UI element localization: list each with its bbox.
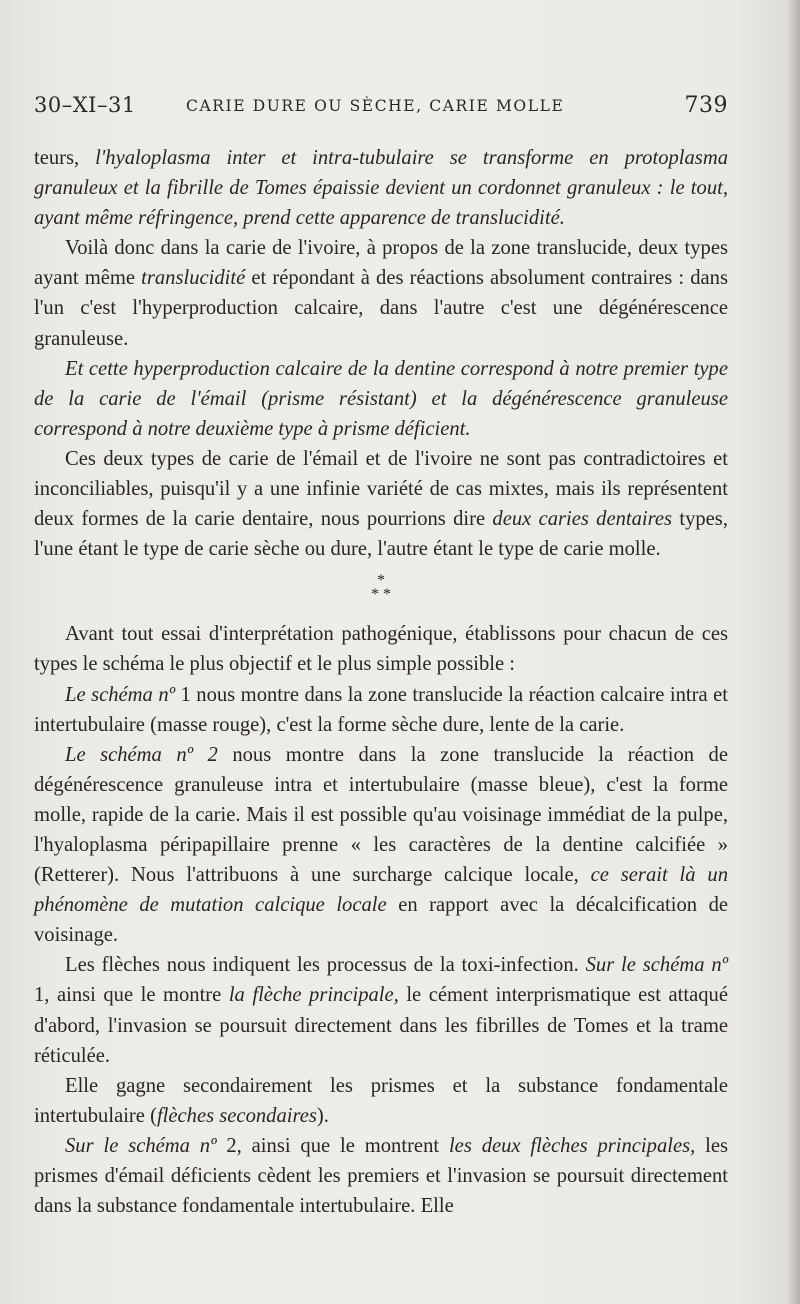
paragraph [34,444,728,564]
section-separator-asterism [34,564,728,619]
text-run: nous montre dans la zone translucide la réaction de dégénérescence granuleuse intra et intertubulaire (masse bleue), c'est la forme molle, rapide de la carie. Mais il est possible qu'au voisinage immédiat de la pulpe, l'hyaloplasma péripapillaire prenne « les caractères de la dentine calcifiée » (Retterer). Nous l'attribuons à une surcharge calcique locale, [34,743,728,887]
paragraph [34,1071,728,1131]
text-run: types, l'une étant le type de carie sèche ou dure, l'autre étant le type de carie molle. [34,508,728,561]
italic-text-run: l'hyaloplasma inter et intra-tubulaire se transforme en protoplasma granuleux et la fibrille de Tomes épaissie devient un cordonnet granuleux : le tout, ayant même réfringence, prend cette apparence de translucidité. [34,147,728,230]
italic-text-run: translucidité [141,267,246,290]
italic-text-run: Sur le schéma nº [585,954,729,977]
asterism-line: * [377,572,385,590]
italic-text-run: ce serait là un phénomène de mutation calcique locale [34,864,728,917]
text-run: les prismes d'émail déficients cèdent les premiers et l'invasion se poursuit directement dans la substance fondamentale intertubulaire. Elle [34,1134,729,1218]
italic-text-run: la flèche principale, [228,984,399,1007]
paragraph [34,950,728,1070]
paragraph [34,680,728,740]
italic-text-run: deux caries dentaires [492,508,673,531]
text-run: 1, ainsi que le montre [34,984,229,1007]
text-run: Les flèches nous indiquent les processus de la toxi-infection. [65,954,586,977]
running-header [34,93,728,129]
text-run: le cément interprismatique est attaqué d'abord, l'invasion se poursuit directement dans les fibrilles de Tomes et la trame réticulée. [34,984,728,1067]
italic-text-run: Le schéma nº [65,683,176,706]
text-run: Ces deux types de carie de l'émail et de l'ivoire ne sont pas contradictoires et inconciliables, puisqu'il y a une infinie variété de cas mixtes, mais ils représentent deux formes de la carie dentaire, nous pourrions dire [34,447,728,531]
text-run: teurs, [34,147,96,169]
italic-text-run: Sur le schéma nº [65,1134,217,1157]
italic-text-run: les deux flèches principales, [448,1134,696,1157]
text-run: 1 nous montre dans la zone translucide la réaction calcaire intra et intertubulaire (masse rouge), c'est la forme sèche dure, lente de la carie. [34,683,728,736]
paragraph [34,354,728,444]
italic-text-run: Le schéma nº 2 [65,743,218,766]
paragraph [34,740,728,951]
page-number: 739 [684,93,728,118]
italic-text-run: flèches secondaires [156,1104,317,1127]
text-run: Avant tout essai d'interprétation pathogénique, établissons pour chacun de ces types le schéma le plus objectif et le plus simple possible : [34,623,728,676]
text-run: en rapport avec la décalcification de voisinage. [34,894,729,947]
header-date-code: 30–XI–31 [34,93,136,117]
paragraph [34,233,728,353]
text-run: ). [316,1104,329,1127]
text-run: 2, ainsi que le montrent [216,1134,449,1157]
paragraph [34,1131,728,1221]
text-run: Voilà donc dans la carie de l'ivoire, à propos de la zone translucide, deux types ayant même [34,237,728,290]
page-body-text [34,143,728,1221]
asterism-line: * * [371,586,391,604]
running-title: CARIE DURE OU SÈCHE, CARIE MOLLE [186,97,565,115]
page-edge-shadow [786,0,800,1304]
paragraph [34,619,728,679]
paragraph [34,143,728,233]
text-run: et répondant à des réactions absolument contraires : dans l'un c'est l'hyperproduction calcaire, dans l'autre c'est une dégénérescence granuleuse. [34,267,728,350]
italic-text-run: Et cette hyperproduction calcaire de la dentine correspond à notre premier type de la carie de l'émail (prisme résistant) et la dégénérescence granuleuse correspond à notre deuxième type à prisme déficient. [34,357,728,440]
text-run: Elle gagne secondairement les prismes et la substance fondamentale intertubulaire ( [34,1074,728,1127]
